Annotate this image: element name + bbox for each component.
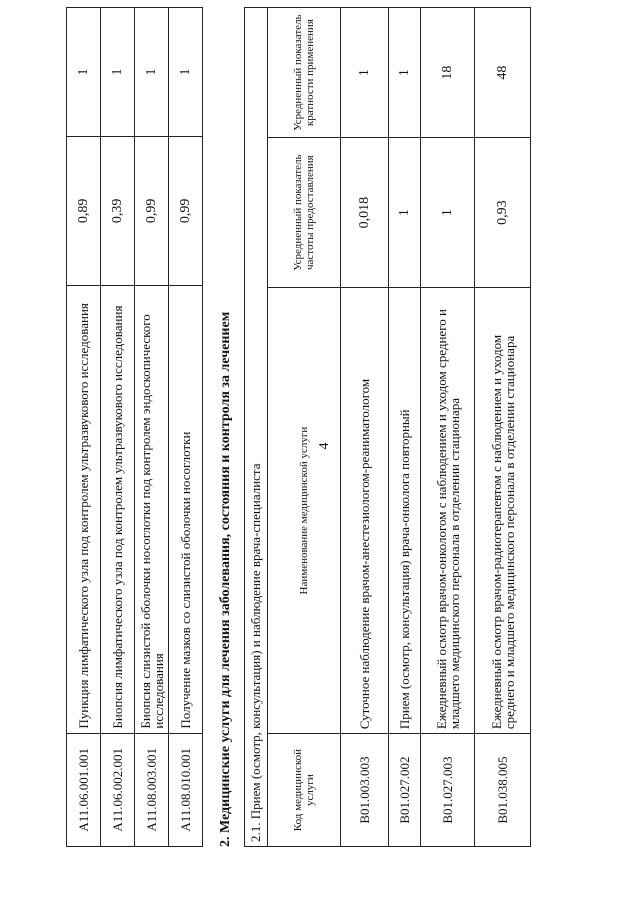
- service-code: B01.003.003: [341, 734, 389, 847]
- header-code: Код медицинской услуги: [268, 734, 341, 847]
- service-name: Биопсия слизистой оболочки носоглотки под контролем эндоскопического исследования: [135, 285, 169, 733]
- service-name: Ежедневный осмотр врачом-радиотерапевтом с наблюдением и уходом среднего и младшего медицинского персонала в отделении стационара: [475, 288, 531, 734]
- service-code: A11.06.002.001: [101, 733, 135, 846]
- page-number: 4: [317, 442, 332, 450]
- service-name: Получение мазков со слизистой оболочки носоглотки: [169, 285, 203, 733]
- table-header-row: [268, 8, 341, 847]
- subsection-row: [245, 8, 268, 847]
- service-code: B01.027.003: [421, 734, 475, 847]
- table-row: [135, 8, 169, 847]
- service-code: B01.027.002: [389, 734, 421, 847]
- frequency-value: 0,99: [169, 136, 203, 285]
- table-row: [389, 8, 421, 847]
- service-code: A11.08.010.001: [169, 733, 203, 846]
- multiplicity-value: 1: [389, 8, 421, 138]
- frequency-value: 0,89: [67, 136, 101, 285]
- table-row: [341, 8, 389, 847]
- service-code: A11.06.001.001: [67, 733, 101, 846]
- frequency-value: 0,93: [475, 138, 531, 288]
- multiplicity-value: 1: [67, 8, 101, 137]
- multiplicity-value: 48: [475, 8, 531, 138]
- multiplicity-value: 1: [169, 8, 203, 137]
- subsection-title: 2.1. Прием (осмотр, консультация) и наблюдение врача-специалиста: [245, 8, 268, 847]
- frequency-value: 0,018: [341, 138, 389, 288]
- table-row: [169, 8, 203, 847]
- frequency-value: 0,39: [101, 136, 135, 285]
- multiplicity-value: 1: [341, 8, 389, 138]
- service-code: B01.038.005: [475, 734, 531, 847]
- service-code: A11.08.003.001: [135, 733, 169, 846]
- services-table-treatment: [244, 7, 531, 847]
- frequency-value: 0,99: [135, 136, 169, 285]
- header-frequency: Усредненный показатель частоты предоставления: [268, 138, 341, 288]
- header-name: Наименование медицинской услуги: [268, 288, 341, 734]
- table-row: [101, 8, 135, 847]
- table-row: [475, 8, 531, 847]
- services-table-continued: [66, 7, 203, 847]
- header-multiplicity: Усредненный показатель кратности применения: [268, 8, 341, 138]
- frequency-value: 1: [389, 138, 421, 288]
- service-name: Пункция лимфатического узла под контролем ультразвукового исследования: [67, 285, 101, 733]
- table-row: [421, 8, 475, 847]
- multiplicity-value: 1: [135, 8, 169, 137]
- service-name: Биопсия лимфатического узла под контролем ультразвукового исследования: [101, 285, 135, 733]
- service-name: Суточное наблюдение врачом-анестезиологом-реаниматологом: [341, 288, 389, 734]
- frequency-value: 1: [421, 138, 475, 288]
- table-row: [67, 8, 101, 847]
- multiplicity-value: 18: [421, 8, 475, 138]
- service-name: Ежедневный осмотр врачом-онкологом с наблюдением и уходом среднего и младшего медицинского персонала в отделении стационара: [421, 288, 475, 734]
- service-name: Прием (осмотр, консультация) врача-онколога повторный: [389, 288, 421, 734]
- multiplicity-value: 1: [101, 8, 135, 137]
- section-title: 2. Медицинские услуги для лечения заболевания, состояния и контроля за лечением: [218, 311, 233, 847]
